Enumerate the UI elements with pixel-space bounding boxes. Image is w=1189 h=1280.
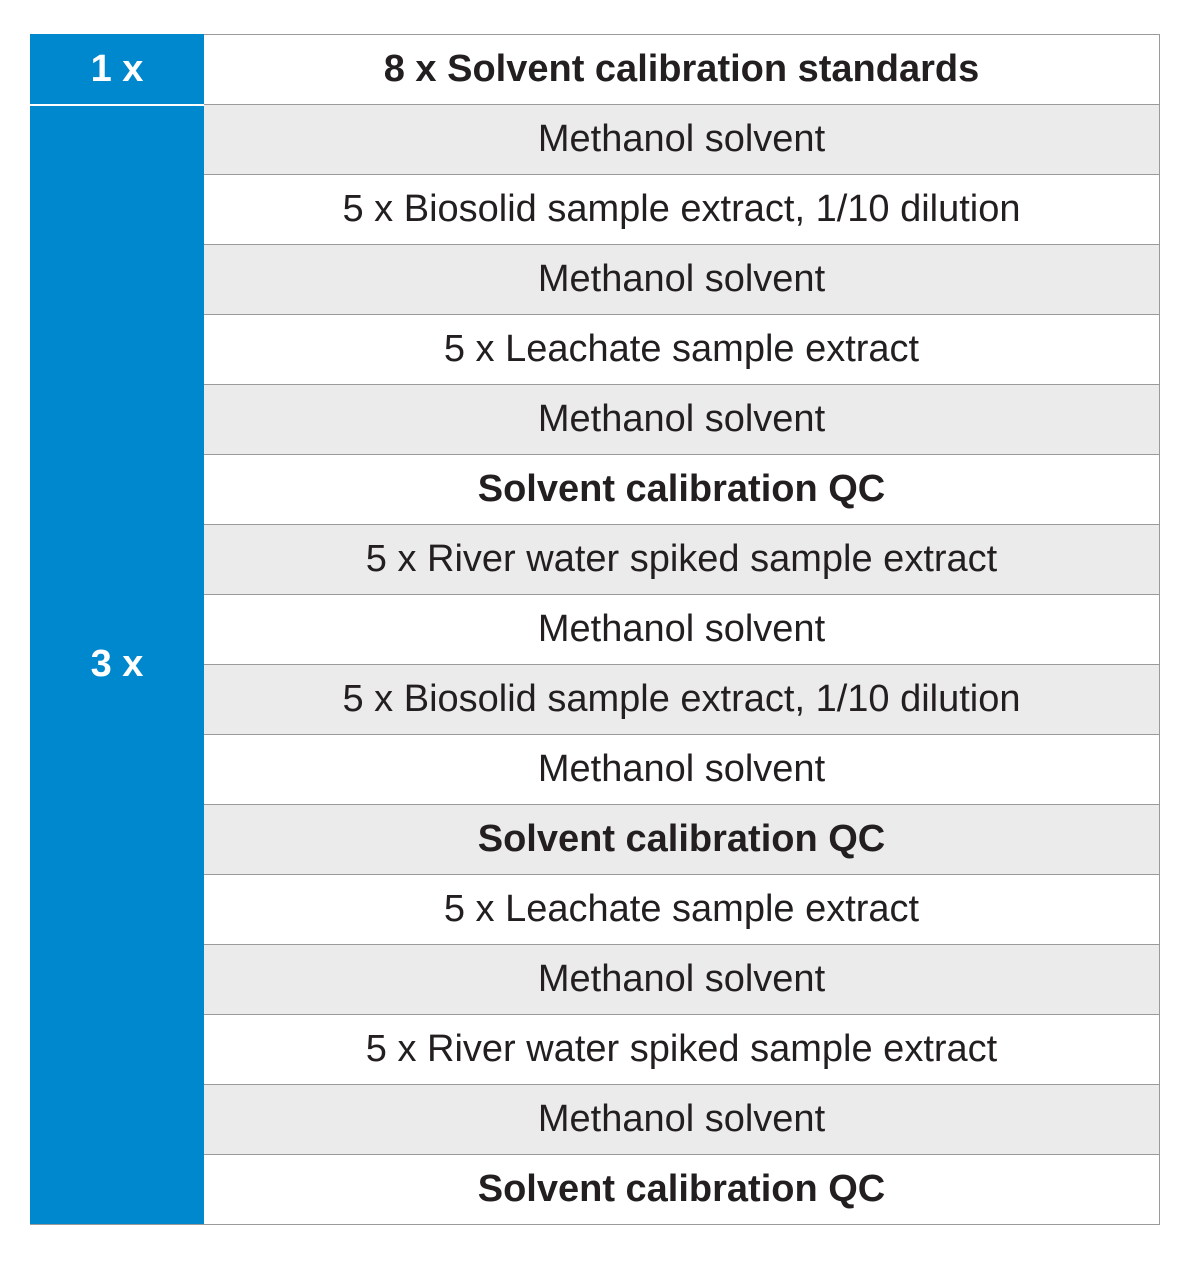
sequence-step-cell: Methanol solvent <box>204 245 1160 315</box>
sequence-step-cell: 8 x Solvent calibration standards <box>204 35 1160 105</box>
sequence-step-cell: Methanol solvent <box>204 385 1160 455</box>
table-row <box>31 35 1160 105</box>
sequence-step-cell: 5 x River water spiked sample extract <box>204 1015 1160 1085</box>
sequence-step-cell: 5 x Leachate sample extract <box>204 315 1160 385</box>
sequence-step-cell: Solvent calibration QC <box>204 455 1160 525</box>
sequence-step-cell: Methanol solvent <box>204 595 1160 665</box>
sequence-step-cell: Methanol solvent <box>204 945 1160 1015</box>
sequence-step-cell: 5 x Biosolid sample extract, 1/10 dilution <box>204 665 1160 735</box>
repeat-count-cell: 1 x <box>31 35 204 105</box>
sequence-step-cell: Methanol solvent <box>204 1085 1160 1155</box>
sequence-step-cell: Solvent calibration QC <box>204 805 1160 875</box>
sequence-step-cell: 5 x River water spiked sample extract <box>204 525 1160 595</box>
table-row <box>31 105 1160 175</box>
sequence-step-cell: Methanol solvent <box>204 105 1160 175</box>
sequence-step-cell: Solvent calibration QC <box>204 1155 1160 1225</box>
sequence-step-cell: Methanol solvent <box>204 735 1160 805</box>
sequence-table-body <box>31 35 1160 1225</box>
repeat-count-cell: 3 x <box>31 105 204 1225</box>
sequence-step-cell: 5 x Biosolid sample extract, 1/10 dilution <box>204 175 1160 245</box>
sequence-step-cell: 5 x Leachate sample extract <box>204 875 1160 945</box>
sequence-table <box>30 34 1160 1225</box>
